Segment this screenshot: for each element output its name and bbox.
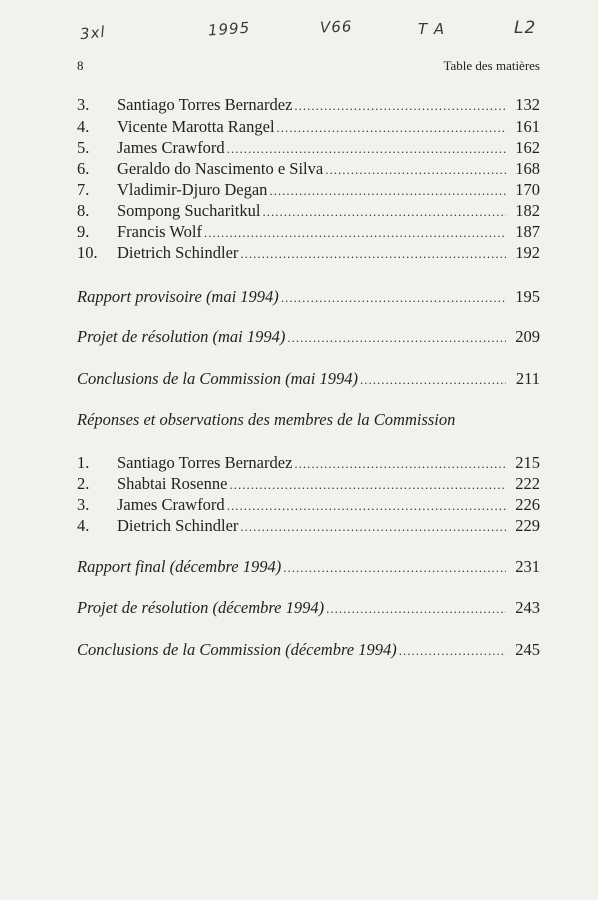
leader-dots (294, 454, 506, 474)
entry-page: 215 (515, 453, 540, 472)
section-title: Rapport final (décembre 1994) (77, 557, 282, 576)
section-title: Projet de résolution (mai 1994) (77, 327, 286, 346)
entry-number: 8. (77, 201, 90, 220)
entry-page: 192 (515, 243, 540, 262)
section-page: 231 (515, 557, 540, 576)
entry-number: 3. (77, 95, 90, 114)
toc-entry (77, 453, 540, 474)
leader-dots (294, 96, 506, 116)
toc-entry (77, 516, 540, 537)
entry-page: 187 (515, 222, 540, 241)
entry-title: Dietrich Schindler (117, 516, 239, 535)
entry-number: 4. (77, 117, 90, 136)
section-page: 195 (515, 287, 540, 306)
toc-entry (77, 222, 540, 243)
entry-page: 162 (515, 138, 540, 157)
leader-dots (281, 288, 506, 308)
entry-page: 182 (515, 201, 540, 220)
entry-page: 170 (515, 180, 540, 199)
entry-title: Vladimir-Djuro Degan (117, 180, 268, 199)
toc-entry (77, 95, 540, 116)
leader-dots (240, 517, 506, 537)
entry-title: Vicente Marotta Rangel (117, 117, 275, 136)
section-title: Conclusions de la Commission (décembre 1994) (77, 640, 397, 659)
entry-title: Sompong Sucharitkul (117, 201, 261, 220)
toc-section (77, 327, 540, 348)
entry-page: 132 (515, 95, 540, 114)
section-title: Rapport provisoire (mai 1994) (77, 287, 279, 306)
section-title: Projet de résolution (décembre 1994) (77, 598, 325, 617)
toc-section (77, 640, 540, 661)
entry-number: 6. (77, 159, 90, 178)
handwritten-note: L2 (514, 18, 537, 38)
toc-entry (77, 474, 540, 495)
entry-title: Francis Wolf (117, 222, 202, 241)
entry-title: Santiago Torres Bernardez (117, 95, 293, 114)
entry-page: 229 (515, 516, 540, 535)
entry-number: 7. (77, 180, 90, 199)
page-number: 8 (77, 58, 84, 73)
leader-dots (283, 558, 506, 578)
toc-entry (77, 201, 540, 222)
leader-dots (240, 244, 506, 264)
entry-page: 222 (515, 474, 540, 493)
handwritten-note: 1995 (207, 18, 251, 40)
entry-number: 10. (77, 243, 98, 262)
entry-number: 1. (77, 453, 90, 472)
toc-entry (77, 243, 540, 264)
section-title: Conclusions de la Commission (mai 1994) (77, 369, 358, 388)
leader-dots (325, 160, 506, 180)
leader-dots (262, 202, 506, 222)
leader-dots (269, 181, 506, 201)
responses-heading (77, 410, 540, 430)
leader-dots (360, 370, 506, 390)
entry-title: Santiago Torres Bernardez (117, 453, 293, 472)
leader-dots (227, 139, 506, 159)
handwritten-note: 3xl (79, 22, 107, 44)
section-page: 245 (515, 640, 540, 659)
entry-title: James Crawford (117, 495, 225, 514)
toc-entry (77, 495, 540, 516)
entry-number: 3. (77, 495, 90, 514)
section-page: 243 (515, 598, 540, 617)
leader-dots (229, 475, 506, 495)
leader-dots (399, 641, 506, 661)
toc-section (77, 557, 540, 578)
entry-title: Shabtai Rosenne (117, 474, 228, 493)
leader-dots (204, 223, 506, 243)
entry-title: James Crawford (117, 138, 225, 157)
toc-entry (77, 117, 540, 138)
entry-page: 226 (515, 495, 540, 514)
toc-section (77, 369, 540, 390)
handwritten-note: V66 (319, 17, 353, 37)
toc-entry (77, 159, 540, 180)
entry-title: Geraldo do Nascimento e Silva (117, 159, 324, 178)
section-page: 211 (515, 369, 540, 388)
entry-title: Dietrich Schindler (117, 243, 239, 262)
entry-number: 5. (77, 138, 90, 157)
running-title: Table des matières (443, 58, 540, 73)
leader-dots (227, 496, 506, 516)
entry-number: 4. (77, 516, 90, 535)
running-head (77, 58, 540, 78)
responses-heading-text: Réponses et observations des membres de la Commission (77, 410, 456, 429)
leader-dots (326, 599, 506, 619)
entry-page: 161 (515, 117, 540, 136)
entry-page: 168 (515, 159, 540, 178)
section-page: 209 (515, 327, 540, 346)
leader-dots (287, 328, 506, 348)
toc-section (77, 598, 540, 619)
toc-entry (77, 180, 540, 201)
toc-section (77, 287, 540, 308)
leader-dots (277, 118, 506, 138)
entry-number: 9. (77, 222, 90, 241)
handwritten-note: T A (418, 20, 446, 38)
entry-number: 2. (77, 474, 90, 493)
toc-entry (77, 138, 540, 159)
